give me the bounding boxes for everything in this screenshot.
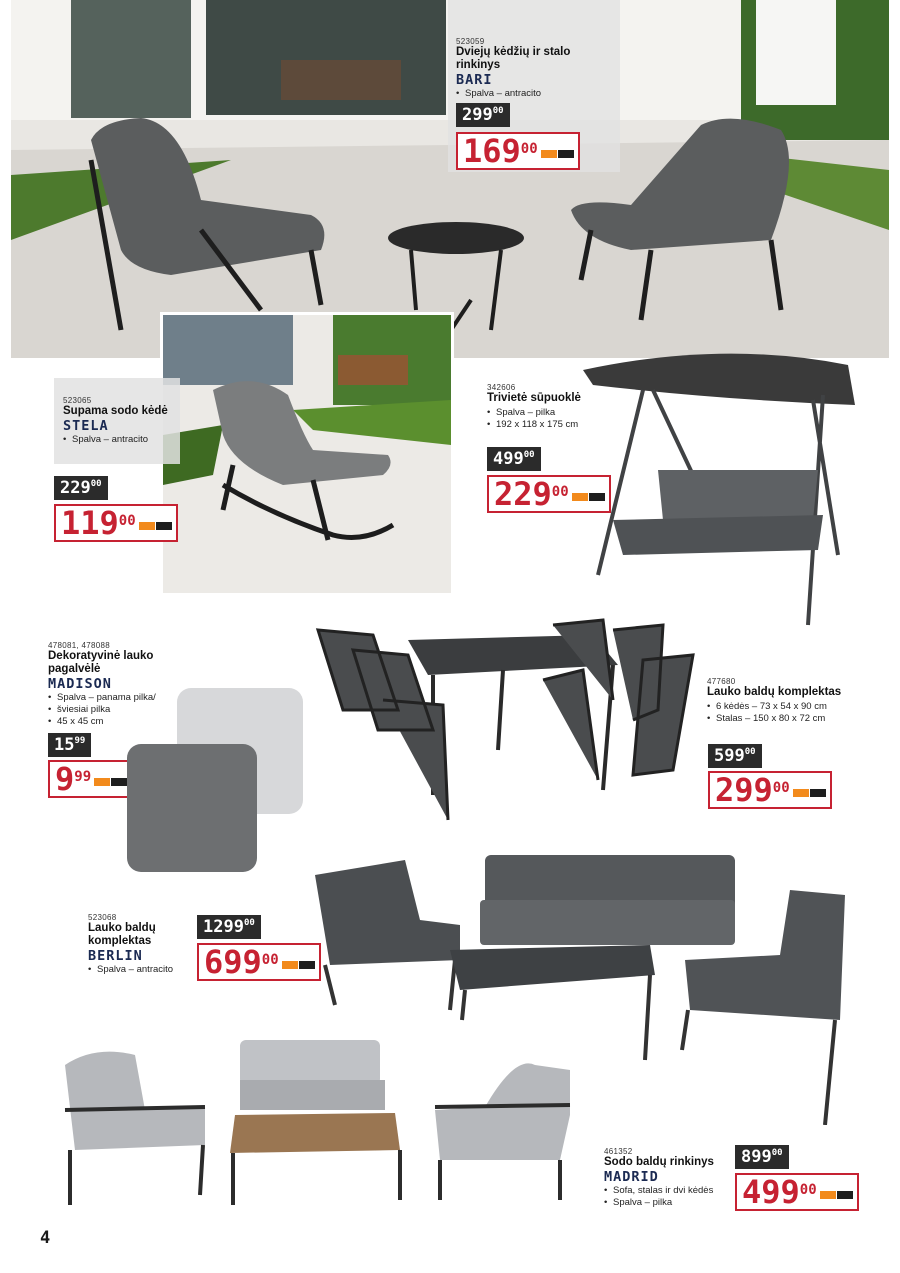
product-description: Dekoratyvinė lauko pagalvėlė — [48, 650, 154, 675]
old-price: $899^{00}$ — [735, 1145, 789, 1169]
product-specs — [604, 1185, 734, 1209]
product-description: Supama sodo kėdė — [63, 405, 168, 417]
berlin-text — [88, 913, 193, 976]
product-description-line2: komplektas — [88, 935, 152, 947]
product-description-line1: Lauko baldų — [88, 922, 156, 934]
product-specs — [487, 407, 597, 431]
spec-size: • 45 x 45 cm — [48, 716, 188, 728]
new-price: $169^{00}$ — [456, 132, 580, 170]
new-price: $699^{00}$ — [197, 943, 321, 981]
spec-chairs: • 6 kėdės – 73 x 54 x 90 cm — [707, 701, 857, 713]
new-price: $119^{00}$ — [54, 504, 178, 542]
product-specs — [707, 701, 857, 725]
old-price: $499^{00}$ — [487, 447, 541, 471]
old-price: 1299$^{00}$ — [197, 915, 261, 939]
new-price: $229^{00}$ — [487, 475, 611, 513]
product-photo-swing — [583, 345, 863, 630]
spec-color: • Spalva – antracito — [63, 434, 178, 446]
loyalty-card-icons — [540, 130, 574, 165]
spec-color: • Spalva – antracito — [88, 964, 193, 976]
spec-contents: • Sofa, stalas ir dvi kėdės — [604, 1185, 734, 1197]
product-photo-dining-set — [313, 610, 698, 835]
page-number: 4 — [40, 1228, 51, 1248]
product-name: BARI — [456, 72, 493, 88]
product-code: 523065 — [63, 396, 92, 405]
product-code: 478081, 478088 — [48, 641, 111, 650]
old-price: $599^{00}$ — [708, 744, 762, 768]
new-price: $499^{00}$ — [735, 1173, 859, 1211]
swing-text — [487, 383, 597, 431]
bari-text — [456, 37, 616, 100]
product-name: BERLIN — [88, 948, 143, 964]
stela-text — [63, 396, 178, 446]
product-code: 477680 — [707, 677, 736, 686]
product-description: Sodo baldų rinkinys — [604, 1156, 714, 1168]
loyalty-card-icons — [819, 1171, 853, 1206]
dining-set-text — [707, 677, 857, 725]
product-code: 523059 — [456, 37, 485, 46]
spec-color: • Spalva – panama pilka/ — [48, 692, 188, 704]
product-specs — [88, 964, 193, 976]
madrid-text — [604, 1147, 734, 1209]
product-name: MADISON — [48, 676, 112, 692]
product-description: Lauko baldų komplektas — [707, 686, 842, 698]
old-price: $299^{00}$ — [456, 103, 510, 127]
loyalty-card-icons — [138, 502, 172, 537]
product-name: MADRID — [604, 1169, 659, 1185]
spec-color: • Spalva – antracito — [456, 88, 616, 100]
loyalty-card-icons — [792, 769, 826, 804]
new-price: $299^{00}$ — [708, 771, 832, 809]
old-price: $229^{00}$ — [54, 476, 108, 500]
old-price: $15^{99}$ — [48, 733, 91, 757]
product-code: 523068 — [88, 913, 117, 922]
product-specs — [63, 434, 178, 446]
product-photo-madison — [122, 686, 307, 876]
spec-color: • Spalva – pilka — [604, 1197, 734, 1209]
spec-color-cont: • šviesiai pilka — [48, 704, 188, 716]
product-description: Dviejų kėdžių ir stalo rinkinys — [456, 46, 571, 71]
product-code: 342606 — [487, 383, 516, 392]
spec-color: • Spalva – pilka — [487, 407, 597, 419]
product-photo-stela — [160, 312, 454, 596]
product-specs — [456, 88, 616, 100]
new-price: $9^{99}$ — [48, 760, 133, 798]
spec-size: • 192 x 118 x 175 cm — [487, 419, 597, 431]
product-photo-madrid — [55, 1035, 585, 1210]
product-description: Trivietė sūpuoklė — [487, 392, 581, 404]
spec-table: • Stalas – 150 x 80 x 72 cm — [707, 713, 857, 725]
product-name: STELA — [63, 418, 109, 434]
product-code: 461352 — [604, 1147, 633, 1156]
